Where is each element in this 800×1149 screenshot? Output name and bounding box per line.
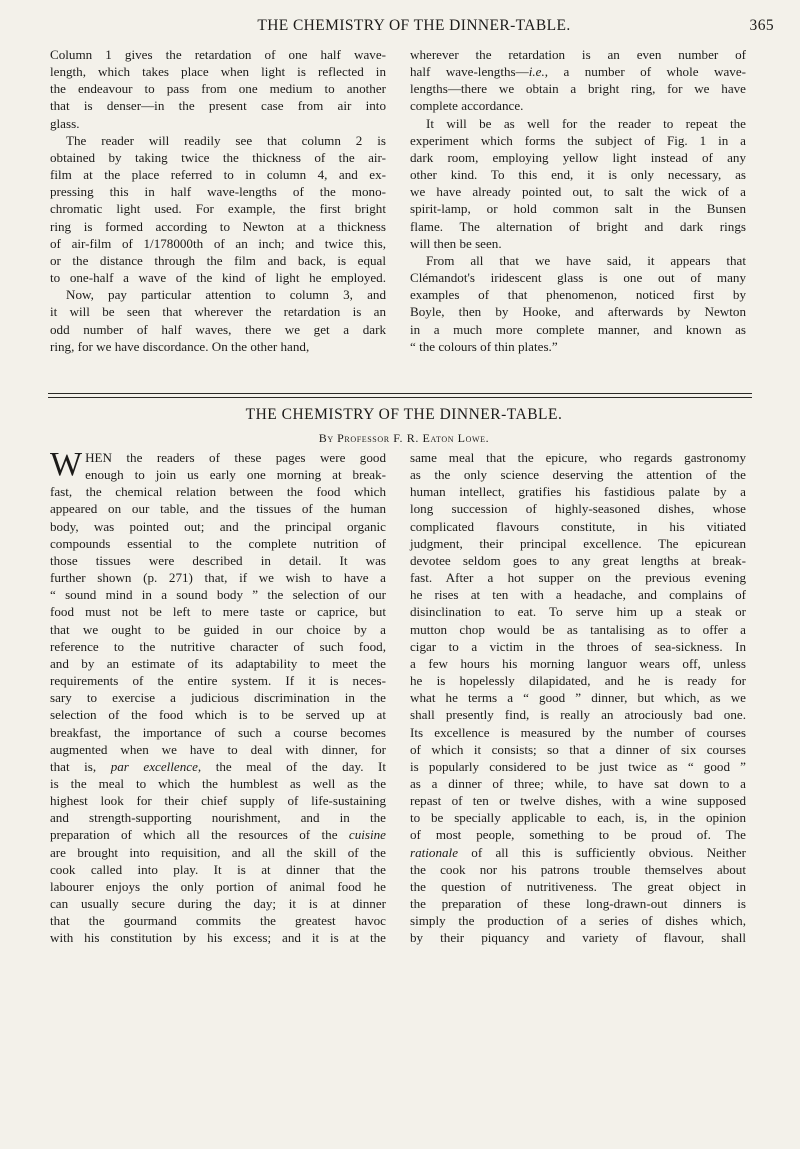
text-line: the endeavour to pass from one medium to another <box>50 81 386 97</box>
text-line: judgment, their principal excellence. The epicurean <box>410 535 746 551</box>
text-line: appeared on our table, and the tissues of the human <box>50 501 386 517</box>
text-line: experiment which forms the subject of Fig. 1 in a <box>410 132 746 148</box>
previous-article-right-column <box>410 46 746 355</box>
text-line: in a much more complete manner, and known as <box>410 321 746 337</box>
text-line: obtained by taking twice the thickness of the air- <box>50 149 386 165</box>
text-line: can usually secure during the day; it is at dinner <box>50 896 386 912</box>
text-line: highest look for their chief supply of life-sustaining <box>50 793 386 809</box>
text-line: cigar to a victim in the throes of sea-sickness. In <box>410 638 746 654</box>
text-line: by their piquancy and variety of flavour, shall <box>410 930 746 946</box>
text-line: repast of ten or twelve dishes, with a wine supposed <box>410 793 746 809</box>
text-line: Now, pay particular attention to column 3, and <box>66 287 386 303</box>
text-line: as the only science deserving the attention of the <box>410 467 746 483</box>
text-line: dark room, employing yellow light instead of any <box>410 149 746 165</box>
text-line: length, which takes place when light is reflected in <box>50 64 386 80</box>
text-line: will then be seen. <box>410 235 502 251</box>
byline-prefix: By <box>318 431 334 445</box>
text-line: flame. The alternation of bright and dark rings <box>410 218 746 234</box>
text-line: HEN the readers of these pages were good <box>85 450 386 465</box>
text-line: food must not be left to mere taste or caprice, but <box>50 604 386 620</box>
text-line: mutton chop would be as tantalising as to offer a <box>410 621 746 637</box>
text-line: disinclination to eat. To serve him up a steak or <box>410 604 746 620</box>
section-divider-top <box>48 393 752 394</box>
text-line: the cook nor his patrons trouble themselves about <box>410 861 746 877</box>
text-line: “ sound mind in a sound body ” the selection of our <box>50 587 386 603</box>
text-line: cook called into play. It is at dinner that the <box>50 861 386 877</box>
text-line: rationale of all this is sufficiently obvious. Neither <box>410 844 746 860</box>
text-line: It will be as well for the reader to repeat the <box>426 115 746 131</box>
text-line: of air-film of 1/178000th of an inch; and twice this, <box>50 235 386 251</box>
text-line: as a dinner of three; while, to have sat down to a <box>410 775 746 791</box>
text-line: that the gourmand commits the greatest havoc <box>50 913 386 929</box>
text-line: those tissues were described in detail. It was <box>50 552 386 568</box>
text-line: The reader will readily see that column 2 is <box>66 132 386 148</box>
text-line: chromatic light used. For example, the first bright <box>50 201 386 217</box>
article-right-column <box>410 449 746 947</box>
text-line: a few hours his morning languor wears off, unless <box>410 655 746 671</box>
article-title: THE CHEMISTRY OF THE DINNER-TABLE. <box>245 406 563 423</box>
text-line: preparation of which all the resources of the cuisine <box>50 827 386 843</box>
text-line: that is denser—in the present case from air into <box>50 98 386 114</box>
text-line: augmented when we have to deal with dinner, for <box>50 741 386 757</box>
text-line: ring, for we have discordance. On the other hand, <box>50 338 310 354</box>
text-line: body, was pointed out; and the principal organic <box>50 518 386 534</box>
text-line: ring is formed according to Newton at a thickness <box>50 218 386 234</box>
text-line: compounds essential to the complete nutrition of <box>50 535 386 551</box>
text-line: complicated flavours constitute, in his vitiated <box>410 518 746 534</box>
text-line: Its excellence is measured by the number of courses <box>410 724 746 740</box>
text-line: complete accordance. <box>410 98 524 114</box>
byline <box>54 431 754 446</box>
running-head <box>54 14 774 38</box>
text-line: “ the colours of thin plates.” <box>410 338 558 354</box>
text-line: simply the production of a series of dishes which, <box>410 913 746 929</box>
text-line: breakfast, the importance of such a course becomes <box>50 724 386 740</box>
article-left-column <box>50 446 386 947</box>
text-line: or the distance through the film and back, is equal <box>50 252 386 268</box>
text-line: reference to the nutritive character of such food, <box>50 638 386 654</box>
text-line: odd number of half waves, there we get a dark <box>50 321 386 337</box>
text-line: fast. After a hot supper on the previous evening <box>410 570 746 586</box>
text-line: other kind. To this end, it is only necessary, as <box>410 167 746 183</box>
text-line: sary to exercise a judicious discrimination in the <box>50 690 386 706</box>
text-line: Boyle, then by Hooke, and afterwards by Newton <box>410 304 746 320</box>
text-line: we have already pointed out, to salt the wick of a <box>410 184 746 200</box>
running-title: THE CHEMISTRY OF THE DINNER-TABLE. <box>257 17 571 34</box>
text-line: requirements of the entire system. If it is neces- <box>50 673 386 689</box>
text-line: shall presently find, is really an atrociously bad one. <box>410 707 746 723</box>
text-line: pressing this in half wave-lengths of the mono- <box>50 184 386 200</box>
text-line: half wave-lengths—i.e., a number of whole wave- <box>410 64 746 80</box>
text-line: with his constitution by his excess; and it is at the <box>50 930 386 946</box>
text-line: selection of the food which is to be served up at <box>50 707 386 723</box>
text-line: human intellect, gratifies his fastidious palate by a <box>410 484 746 500</box>
drop-cap: W <box>50 446 83 483</box>
text-line: wherever the retardation is an even number of <box>410 47 746 62</box>
text-line: is the meal to which the humblest as well as the <box>50 775 386 791</box>
text-line: lengths—there we obtain a bright ring, for we have <box>410 81 746 97</box>
text-line: spirit-lamp, or hold common salt in the Bunsen <box>410 201 746 217</box>
text-line: it will be seen that wherever the retardation is an <box>50 304 386 320</box>
text-line: fast, the chemical relation between the food which <box>50 484 386 500</box>
text-line: film at the place referred to in column 4, and ex- <box>50 167 386 183</box>
text-line: the question of nutritiveness. The great object in <box>410 878 746 894</box>
text-line: of most people, something to be proud of. The <box>410 827 746 843</box>
text-line: is popularly considered to be just twice as “ good ” <box>410 758 746 774</box>
text-line: devotee seldom goes to any great lengths at break- <box>410 552 746 568</box>
byline-author: Professor F. R. Eaton Lowe. <box>337 431 490 445</box>
text-line: From all that we have said, it appears that <box>426 252 746 268</box>
text-line: long succession of highly-seasoned dishes, whose <box>410 501 746 517</box>
text-line: Column 1 gives the retardation of one half wave- <box>50 47 386 62</box>
text-line: to one-half a wave of the kind of light he employed. <box>50 270 386 286</box>
text-line: Clémandot's iridescent glass is one out of many <box>410 270 746 286</box>
text-line: he rises at ten with a headache, and complains of <box>410 587 746 603</box>
text-line: are brought into requisition, and all the skill of the <box>50 844 386 860</box>
text-line: what he terms a “ good ” dinner, but which, as we <box>410 690 746 706</box>
page-number: 365 <box>749 17 774 34</box>
text-line: further shown (p. 271) that, if we wish to have a <box>50 570 386 586</box>
text-line: labourer enjoys the only portion of animal food he <box>50 878 386 894</box>
text-line: and strength-supporting nourishment, and in the <box>50 810 386 826</box>
text-line: enough to join us early one morning at break- <box>85 467 386 483</box>
text-line: of which it consists; so that a dinner of six courses <box>410 741 746 757</box>
text-line: that we ought to be guided in our choice by a <box>50 621 386 637</box>
section-divider-bottom <box>48 397 752 398</box>
text-line: same meal that the epicure, who regards gastronomy <box>410 450 746 465</box>
text-line: and by an estimate of its adaptability to meet the <box>50 655 386 671</box>
text-line: to be specially applicable to each, is, in the opinion <box>410 810 746 826</box>
text-line: he is hopelessly dilapidated, and he is ready for <box>410 673 746 689</box>
previous-article-left-column <box>50 46 386 355</box>
text-line: glass. <box>50 115 80 131</box>
text-line: examples of that phenomenon, noticed first by <box>410 287 746 303</box>
text-line: that is, par excellence, the meal of the day. It <box>50 758 386 774</box>
text-line: the preparation of these long-drawn-out dinners is <box>410 896 746 912</box>
